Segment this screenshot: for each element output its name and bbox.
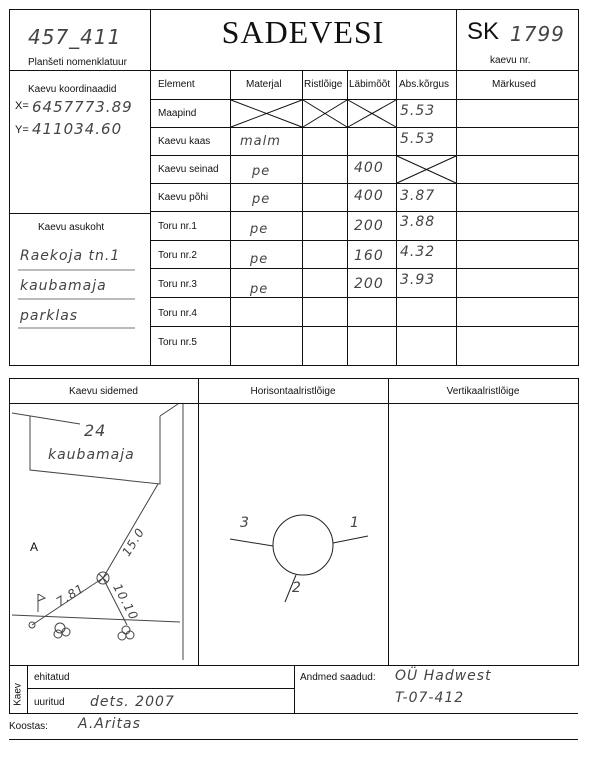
data-source-value-1: OÜ Hadwest — [395, 668, 492, 684]
row-element: Toru nr.3 — [158, 279, 197, 290]
row-labimoot: 400 — [354, 188, 384, 204]
row-element: Toru nr.4 — [158, 308, 197, 319]
coordinates-title: Kaevu koordinaadid — [28, 84, 117, 95]
row-labimoot: 200 — [354, 276, 384, 292]
built-label: ehitatud — [34, 672, 70, 683]
row-materjal: pe — [252, 192, 271, 207]
th-materjal: Materjal — [246, 79, 282, 90]
row-materjal: pe — [250, 282, 269, 297]
sketch-col3-title: Vertikaalristlõige — [446, 386, 520, 397]
building-number: 24 — [84, 421, 107, 440]
th-ristloige: Ristlõige — [304, 79, 343, 90]
pipe-label-3: 3 — [240, 515, 250, 531]
distance-2: 7.81 — [53, 580, 88, 610]
row-materjal: malm — [240, 134, 281, 149]
row-labimoot: 200 — [354, 218, 384, 234]
row-element: Toru nr.1 — [158, 221, 197, 232]
row-abs: 3.93 — [400, 272, 436, 288]
row-labimoot: 160 — [354, 248, 384, 264]
well-code: SK — [467, 18, 500, 45]
location-line-3: parklas — [20, 308, 79, 324]
row-labimoot: 400 — [354, 160, 384, 176]
data-source-label: Andmed saadud: — [300, 672, 376, 683]
well-label: kaevu nr. — [490, 55, 531, 66]
location-line-2: kaubamaja — [20, 278, 107, 294]
y-prefix: Y= — [15, 124, 29, 136]
row-element: Kaevu seinad — [158, 164, 219, 175]
row-element: Kaevu kaas — [158, 136, 211, 147]
row-element: Maapind — [158, 108, 197, 119]
row-materjal: pe — [250, 222, 269, 237]
surveyed-label: uuritud — [34, 697, 65, 708]
author-label: Koostas: — [9, 721, 48, 732]
y-coordinate: 411034.60 — [32, 120, 123, 138]
location-line-1: Raekoja tn.1 — [20, 248, 121, 264]
distance-1: 15.0 — [119, 525, 148, 559]
surveyed-value: dets. 2007 — [90, 694, 175, 710]
th-element: Element — [158, 79, 195, 90]
x-prefix: X= — [15, 100, 29, 112]
page-title: SADEVESI — [221, 14, 385, 50]
row-element: Kaevu põhi — [158, 192, 209, 203]
row-abs: 5.53 — [400, 103, 436, 119]
well-side-label: Kaev — [12, 683, 24, 706]
th-labimoot: Läbimõõt — [349, 79, 391, 90]
sketch-col1-title: Kaevu sidemed — [69, 386, 138, 397]
row-abs: 5.53 — [400, 131, 436, 147]
th-abs: Abs.kõrgus — [399, 79, 450, 90]
row-abs: 3.87 — [400, 188, 436, 204]
sheet-number: 457_411 — [28, 25, 122, 49]
row-element: Toru nr.2 — [158, 250, 197, 261]
sketch-col2-title: Horisontaalristlõige — [250, 386, 336, 397]
location-title: Kaevu asukoht — [38, 222, 105, 233]
row-materjal: pe — [252, 164, 271, 179]
row-element: Toru nr.5 — [158, 337, 197, 348]
pipe-label-1: 1 — [350, 515, 360, 531]
x-coordinate: 6457773.89 — [32, 98, 133, 116]
author-value: A.Aritas — [78, 716, 141, 732]
pipe-label-2: 2 — [292, 580, 302, 596]
sheet-label: Planšeti nomenklatuur — [28, 57, 127, 68]
data-source-value-2: T-07-412 — [395, 690, 465, 706]
distance-3: 10.10 — [110, 581, 142, 623]
row-abs: 4.32 — [400, 244, 436, 260]
point-label: A — [30, 540, 39, 554]
well-number: 1799 — [510, 22, 565, 46]
th-markused: Märkused — [492, 79, 536, 90]
row-abs: 3.88 — [400, 214, 436, 230]
row-materjal: pe — [250, 252, 269, 267]
site-plan-sketch — [12, 404, 183, 660]
building-name: kaubamaja — [48, 447, 135, 463]
